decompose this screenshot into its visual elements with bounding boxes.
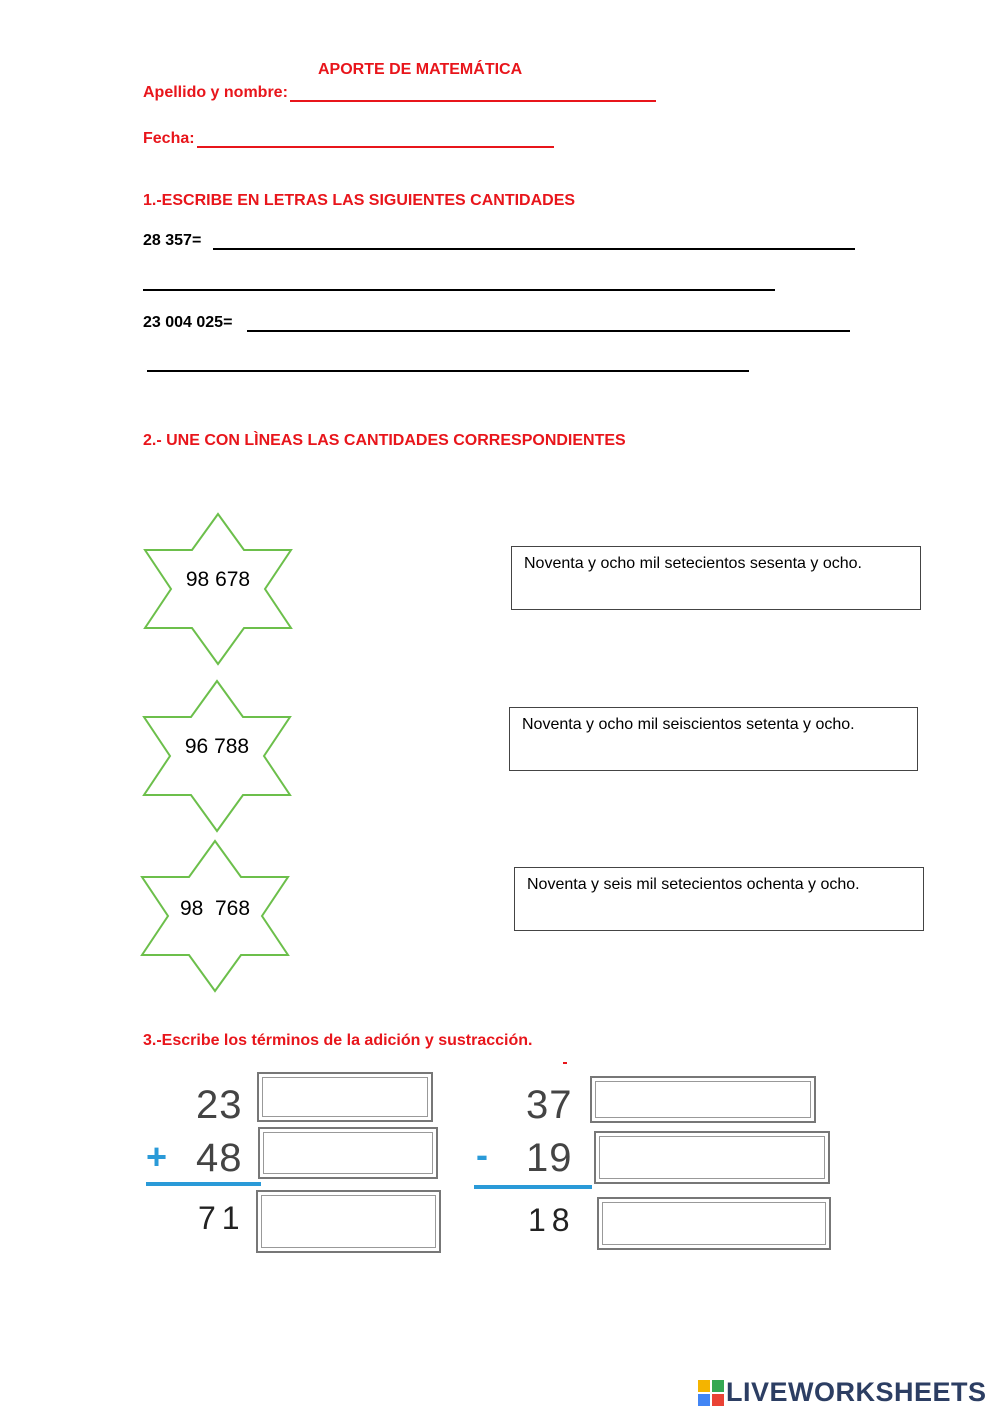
section2-title: 2.- UNE CON LÌNEAS LAS CANTIDADES CORRESPONDIENTES xyxy=(143,432,626,449)
name-field[interactable] xyxy=(290,100,656,102)
date-label: Fecha: xyxy=(143,130,195,147)
minuend: 37 xyxy=(526,1083,573,1127)
option-box-1[interactable]: Noventa y ocho mil setecientos sesenta y ocho. xyxy=(511,546,921,610)
quantity-label-2: 23 004 025= xyxy=(143,314,233,331)
difference-value: 18 xyxy=(528,1202,576,1238)
date-field[interactable] xyxy=(197,146,554,148)
answer-line-2a[interactable] xyxy=(247,330,850,332)
sum-value: 71 xyxy=(198,1200,246,1236)
addition-bar xyxy=(146,1182,261,1186)
minus-sign: - xyxy=(476,1134,488,1175)
subtraction-bar xyxy=(474,1185,592,1189)
option-box-2[interactable]: Noventa y ocho mil seiscientos setenta y ocho. xyxy=(509,707,918,771)
liveworksheets-logo-text: LIVEWORKSHEETS xyxy=(726,1377,987,1407)
star-value-2: 96 788 xyxy=(184,735,250,758)
option-box-3[interactable]: Noventa y seis mil setecientos ochenta y ocho. xyxy=(514,867,924,931)
sum-answer-box[interactable] xyxy=(256,1190,441,1253)
section3-title: 3.-Escribe los términos de la adición y sustracción. xyxy=(143,1032,533,1049)
subtrahend: 19 xyxy=(526,1136,573,1180)
plus-sign: + xyxy=(146,1136,168,1177)
answer-line-1a[interactable] xyxy=(213,248,855,250)
star-value-1: 98 678 xyxy=(185,568,251,591)
difference-answer-box[interactable] xyxy=(597,1197,831,1250)
addend-1: 23 xyxy=(196,1083,243,1127)
liveworksheets-logo-icon xyxy=(698,1380,724,1406)
quantity-label-1: 28 357= xyxy=(143,232,202,249)
name-label: Apellido y nombre: xyxy=(143,84,288,101)
answer-line-2b[interactable] xyxy=(147,370,749,372)
addend-2: 48 xyxy=(196,1136,243,1180)
minuend-answer-box[interactable] xyxy=(590,1076,816,1123)
answer-line-1b[interactable] xyxy=(143,289,775,291)
section1-title: 1.-ESCRIBE EN LETRAS LAS SIGUIENTES CANTIDADES xyxy=(143,192,576,209)
addend-1-answer-box[interactable] xyxy=(257,1072,433,1122)
subtrahend-answer-box[interactable] xyxy=(594,1131,830,1184)
page-title: APORTE DE MATEMÁTICA xyxy=(318,61,523,78)
addend-2-answer-box[interactable] xyxy=(258,1127,438,1179)
stray-mark xyxy=(563,1062,567,1064)
star-value-3: 98 768 xyxy=(179,897,251,920)
